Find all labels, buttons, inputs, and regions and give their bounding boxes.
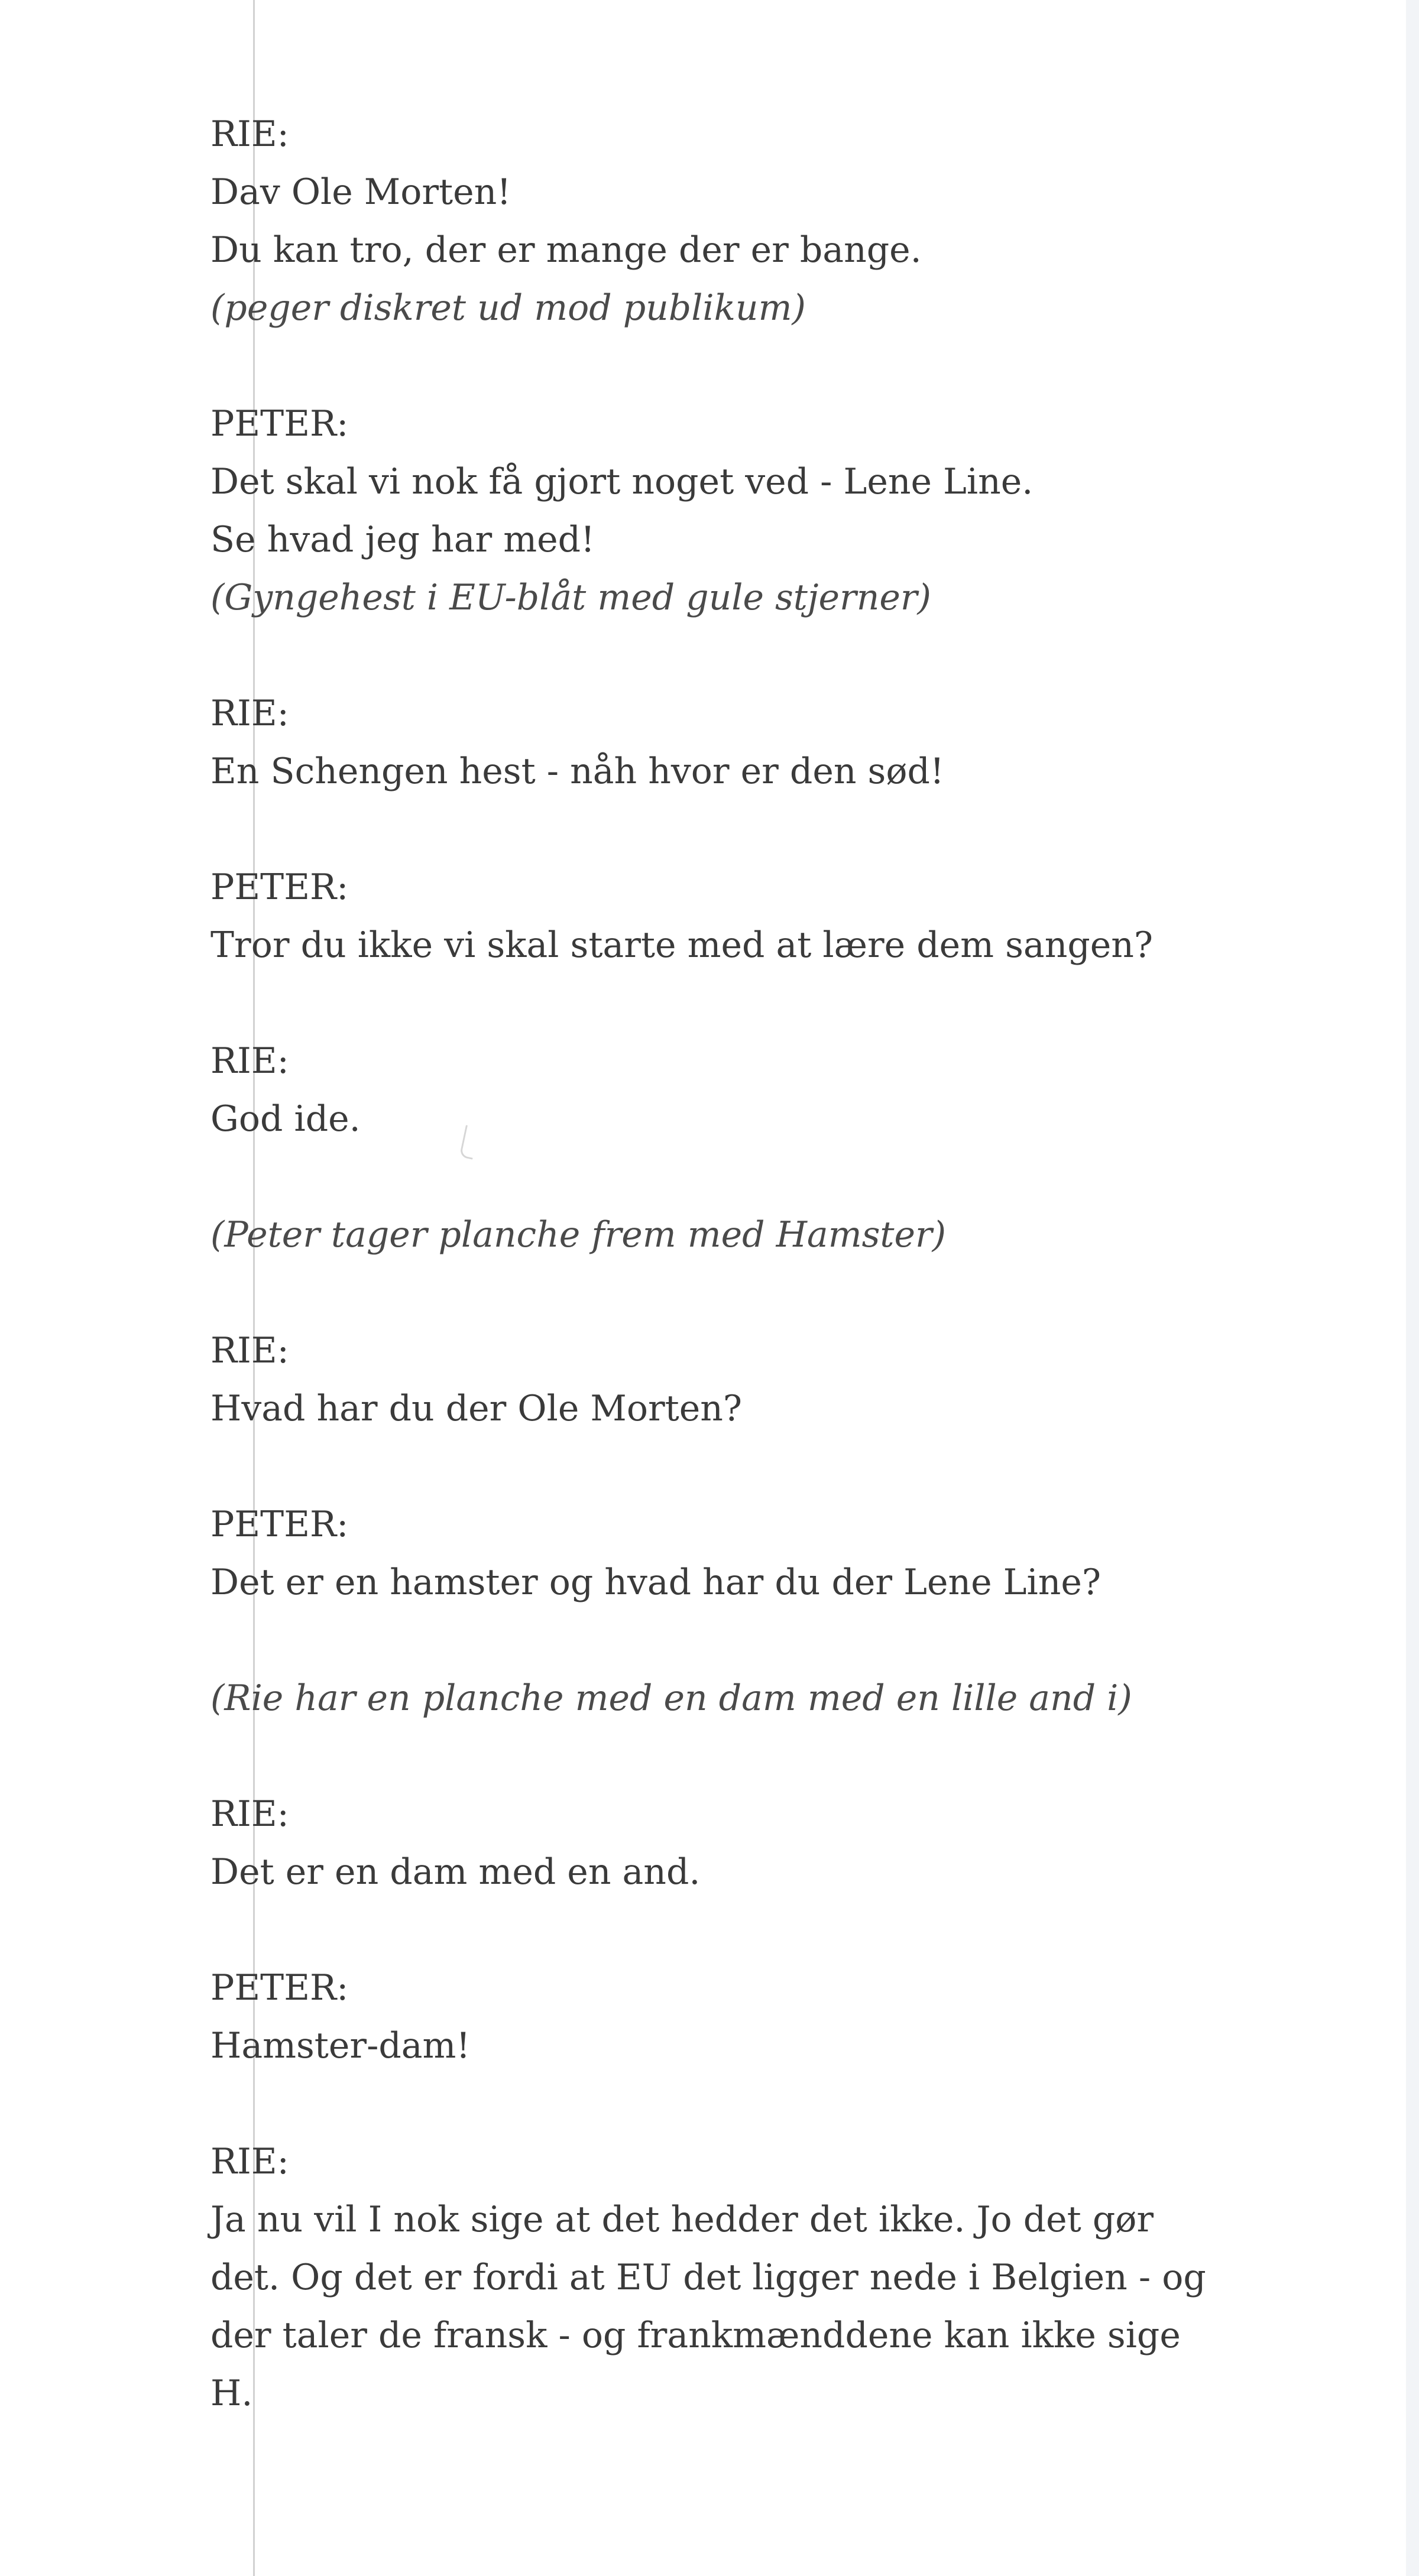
dialogue-line: Se hvad jeg har med! — [210, 519, 595, 560]
dialogue-block — [210, 105, 1251, 337]
dialogue-block — [210, 1785, 1251, 1901]
dialogue-block — [210, 395, 1251, 627]
speaker-name: PETER: — [210, 1967, 349, 2009]
speaker-name: PETER: — [210, 1504, 349, 1545]
dialogue-block — [210, 858, 1251, 974]
speaker-name: PETER: — [210, 867, 349, 908]
speaker-name: RIE: — [210, 1040, 289, 1082]
dialogue-line: Hamster-dam! — [210, 2025, 471, 2066]
dialogue-block — [210, 1322, 1251, 1438]
direction-block — [210, 1206, 1251, 1264]
speaker-name: RIE: — [210, 693, 289, 734]
stage-direction: (Peter tager planche frem med Hamster) — [210, 1214, 947, 1255]
dialogue-paragraph: Ja nu vil I nok sige at det hedder det ikke. Jo det gør det. Og det er fordi at EU det ligger nede i Belgien - og der taler de fransk - og frankmænddene kan ikke sige H. — [210, 2199, 1206, 2414]
dialogue-line: Det er en dam med en and. — [210, 1851, 701, 1893]
speaker-name: RIE: — [210, 1330, 289, 1371]
dialogue-block — [210, 1495, 1251, 1611]
dialogue-line: Hvad har du der Ole Morten? — [210, 1388, 743, 1429]
speaker-name: RIE: — [210, 113, 289, 155]
dialogue-line: God ide. — [210, 1098, 361, 1140]
script-page — [210, 105, 1251, 2480]
dialogue-block — [210, 1032, 1251, 1148]
stage-direction: (Gyngehest i EU-blåt med gule stjerner) — [210, 577, 931, 618]
dialogue-block — [210, 1959, 1251, 2075]
speaker-name: RIE: — [210, 2141, 289, 2182]
dialogue-line: En Schengen hest - nåh hvor er den sød! — [210, 751, 944, 792]
stage-direction: (peger diskret ud mod publikum) — [210, 287, 806, 329]
scan-page-edge — [1406, 0, 1419, 2576]
speaker-name: PETER: — [210, 403, 349, 445]
dialogue-block — [210, 2133, 1251, 2422]
dialogue-block — [210, 684, 1251, 800]
dialogue-line: Det er en hamster og hvad har du der Lene Line? — [210, 1562, 1101, 1603]
dialogue-line: Du kan tro, der er mange der er bange. — [210, 229, 922, 271]
dialogue-line: Dav Ole Morten! — [210, 171, 511, 213]
speaker-name: RIE: — [210, 1793, 289, 1835]
dialogue-line: Det skal vi nok få gjort noget ved - Lene Line. — [210, 461, 1034, 502]
direction-block — [210, 1669, 1251, 1727]
dialogue-line: Tror du ikke vi skal starte med at lære dem sangen? — [210, 924, 1154, 966]
stage-direction: (Rie har en planche med en dam med en lille and i) — [210, 1678, 1132, 1719]
